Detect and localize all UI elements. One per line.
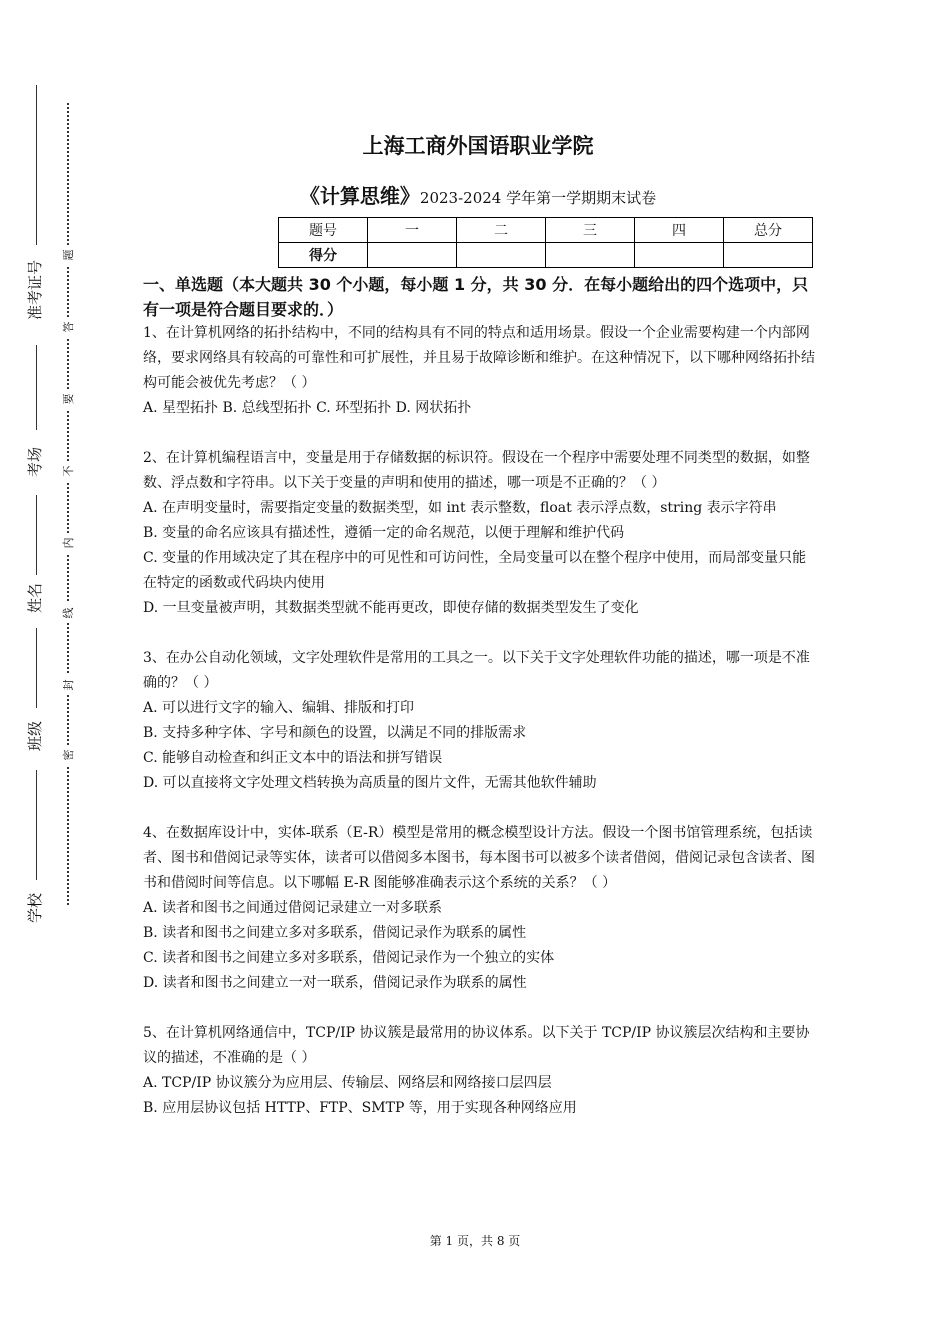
question-stem: 5、在计算机网络通信中，TCP/IP 协议簇是最常用的协议体系。以下关于 TCP/IP 协议簇层次结构和主要协议的描述，不准确的是（ ） bbox=[143, 1025, 810, 1066]
exam-subtitle bbox=[143, 180, 813, 209]
score-cell: 总分 bbox=[724, 218, 813, 243]
score-cell: 题号 bbox=[279, 218, 368, 243]
question-option: C. 变量的作用域决定了其在程序中的可见性和可访问性，全局变量可以在整个程序中使用，而局部变量只能在特定的函数或代码块内使用 bbox=[143, 550, 807, 591]
seal-char: 题 bbox=[59, 245, 77, 265]
question-option: A. TCP/IP 协议簇分为应用层、传输层、网络层和网络接口层四层 bbox=[143, 1075, 552, 1091]
binding-label-class: 班级 bbox=[25, 721, 44, 752]
binding-margin bbox=[0, 0, 120, 1344]
score-cell: 四 bbox=[635, 218, 724, 243]
question bbox=[143, 646, 815, 796]
question-stem: 3、在办公自动化领域，文字处理软件是常用的工具之一。以下关于文字处理软件功能的描述，哪一项是不准确的？（ ） bbox=[143, 650, 810, 691]
score-cell: 得分 bbox=[279, 243, 368, 268]
binding-line bbox=[36, 495, 37, 575]
question-stem: 1、在计算机网络的拓扑结构中，不同的结构具有不同的特点和适用场景。假设一个企业需要构建一个内部网络，要求网络具有较高的可靠性和可扩展性，并且易于故障诊断和维护。在这种情况下，以下哪种网络拓扑结构可能会被优先考虑？（ ） bbox=[143, 325, 815, 391]
score-cell-empty bbox=[368, 243, 457, 268]
question-option: B. 应用层协议包括 HTTP、FTP、SMTP 等，用于实现各种网络应用 bbox=[143, 1100, 577, 1116]
question-option: C. 读者和图书之间建立多对多联系，借阅记录作为一个独立的实体 bbox=[143, 950, 555, 966]
question-option: D. 读者和图书之间建立一对一联系，借阅记录作为联系的属性 bbox=[143, 975, 527, 991]
score-cell-empty bbox=[546, 243, 635, 268]
question-option: C. 能够自动检查和纠正文本中的语法和拼写错误 bbox=[143, 750, 443, 766]
question bbox=[143, 446, 815, 621]
binding-line bbox=[36, 85, 37, 245]
score-table-score-row bbox=[279, 243, 813, 268]
seal-char: 封 bbox=[59, 675, 77, 695]
question bbox=[143, 321, 815, 421]
binding-line bbox=[36, 628, 37, 708]
question-list bbox=[143, 321, 815, 1146]
seal-char: 内 bbox=[59, 533, 77, 553]
section-title: 一、单选题（本大题共 30 个小题，每小题 1 分，共 30 分．在每小题给出的四个选项中，只有一项是符合题目要求的．） bbox=[143, 275, 809, 319]
binding-label-name: 姓名 bbox=[25, 583, 44, 614]
score-cell: 二 bbox=[457, 218, 546, 243]
question-option: D. 一旦变量被声明，其数据类型就不能再更改，即使存储的数据类型发生了变化 bbox=[143, 600, 639, 616]
score-cell-empty bbox=[724, 243, 813, 268]
exam-term: 2023-2024 学年第一学期期末试卷 bbox=[419, 189, 657, 207]
score-table-header-row bbox=[279, 218, 813, 243]
score-cell-empty bbox=[635, 243, 724, 268]
seal-char: 线 bbox=[59, 603, 77, 623]
question bbox=[143, 1021, 815, 1121]
question bbox=[143, 821, 815, 996]
question-stem: 4、在数据库设计中，实体-联系（E-R）模型是常用的概念模型设计方法。假设一个图书馆管理系统，包括读者、图书和借阅记录等实体，读者可以借阅多本图书，每本图书可以被多个读者借阅，借阅记录包含读者、图书和借阅时间等信息。以下哪幅 E-R 图能够准确表示这个系统的关系？（ ） bbox=[143, 825, 815, 891]
seal-char: 不 bbox=[59, 461, 77, 481]
question-option: A. 星型拓扑 B. 总线型拓扑 C. 环型拓扑 D. 网状拓扑 bbox=[143, 400, 472, 416]
binding-label-school: 学校 bbox=[25, 893, 44, 924]
seal-line bbox=[67, 103, 69, 905]
score-cell-empty bbox=[457, 243, 546, 268]
question-option: A. 可以进行文字的输入、编辑、排版和打印 bbox=[143, 700, 415, 716]
school-name: 上海工商外国语职业学院 bbox=[362, 134, 594, 158]
binding-label-exam-room: 考场 bbox=[25, 447, 44, 478]
question-option: B. 变量的命名应该具有描述性，遵循一定的命名规范，以便于理解和维护代码 bbox=[143, 525, 625, 541]
binding-line bbox=[36, 770, 37, 880]
score-table bbox=[278, 217, 813, 268]
score-cell: 三 bbox=[546, 218, 635, 243]
question-option: B. 读者和图书之间建立多对多联系，借阅记录作为联系的属性 bbox=[143, 925, 527, 941]
seal-char: 要 bbox=[59, 389, 77, 409]
question-option: D. 可以直接将文字处理文档转换为高质量的图片文件，无需其他软件辅助 bbox=[143, 775, 597, 791]
question-stem: 2、在计算机编程语言中，变量是用于存储数据的标识符。假设在一个程序中需要处理不同类型的数据，如整数、浮点数和字符串。以下关于变量的声明和使用的描述，哪一项是不正确的？（ ） bbox=[143, 450, 810, 491]
question-option: A. 读者和图书之间通过借阅记录建立一对多联系 bbox=[143, 900, 443, 916]
binding-label-exam-id: 准考证号 bbox=[25, 260, 44, 321]
seal-char: 答 bbox=[59, 317, 77, 337]
course-name: 《计算思维》 bbox=[299, 184, 420, 208]
binding-line bbox=[36, 345, 37, 430]
page-number: 第 1 页，共 8 页 bbox=[429, 1234, 521, 1248]
seal-char: 密 bbox=[59, 745, 77, 765]
question-option: B. 支持多种字体、字号和颜色的设置，以满足不同的排版需求 bbox=[143, 725, 527, 741]
question-option: A. 在声明变量时，需要指定变量的数据类型，如 int 表示整数，float 表示浮点数，string 表示字符串 bbox=[143, 500, 777, 516]
score-cell: 一 bbox=[368, 218, 457, 243]
